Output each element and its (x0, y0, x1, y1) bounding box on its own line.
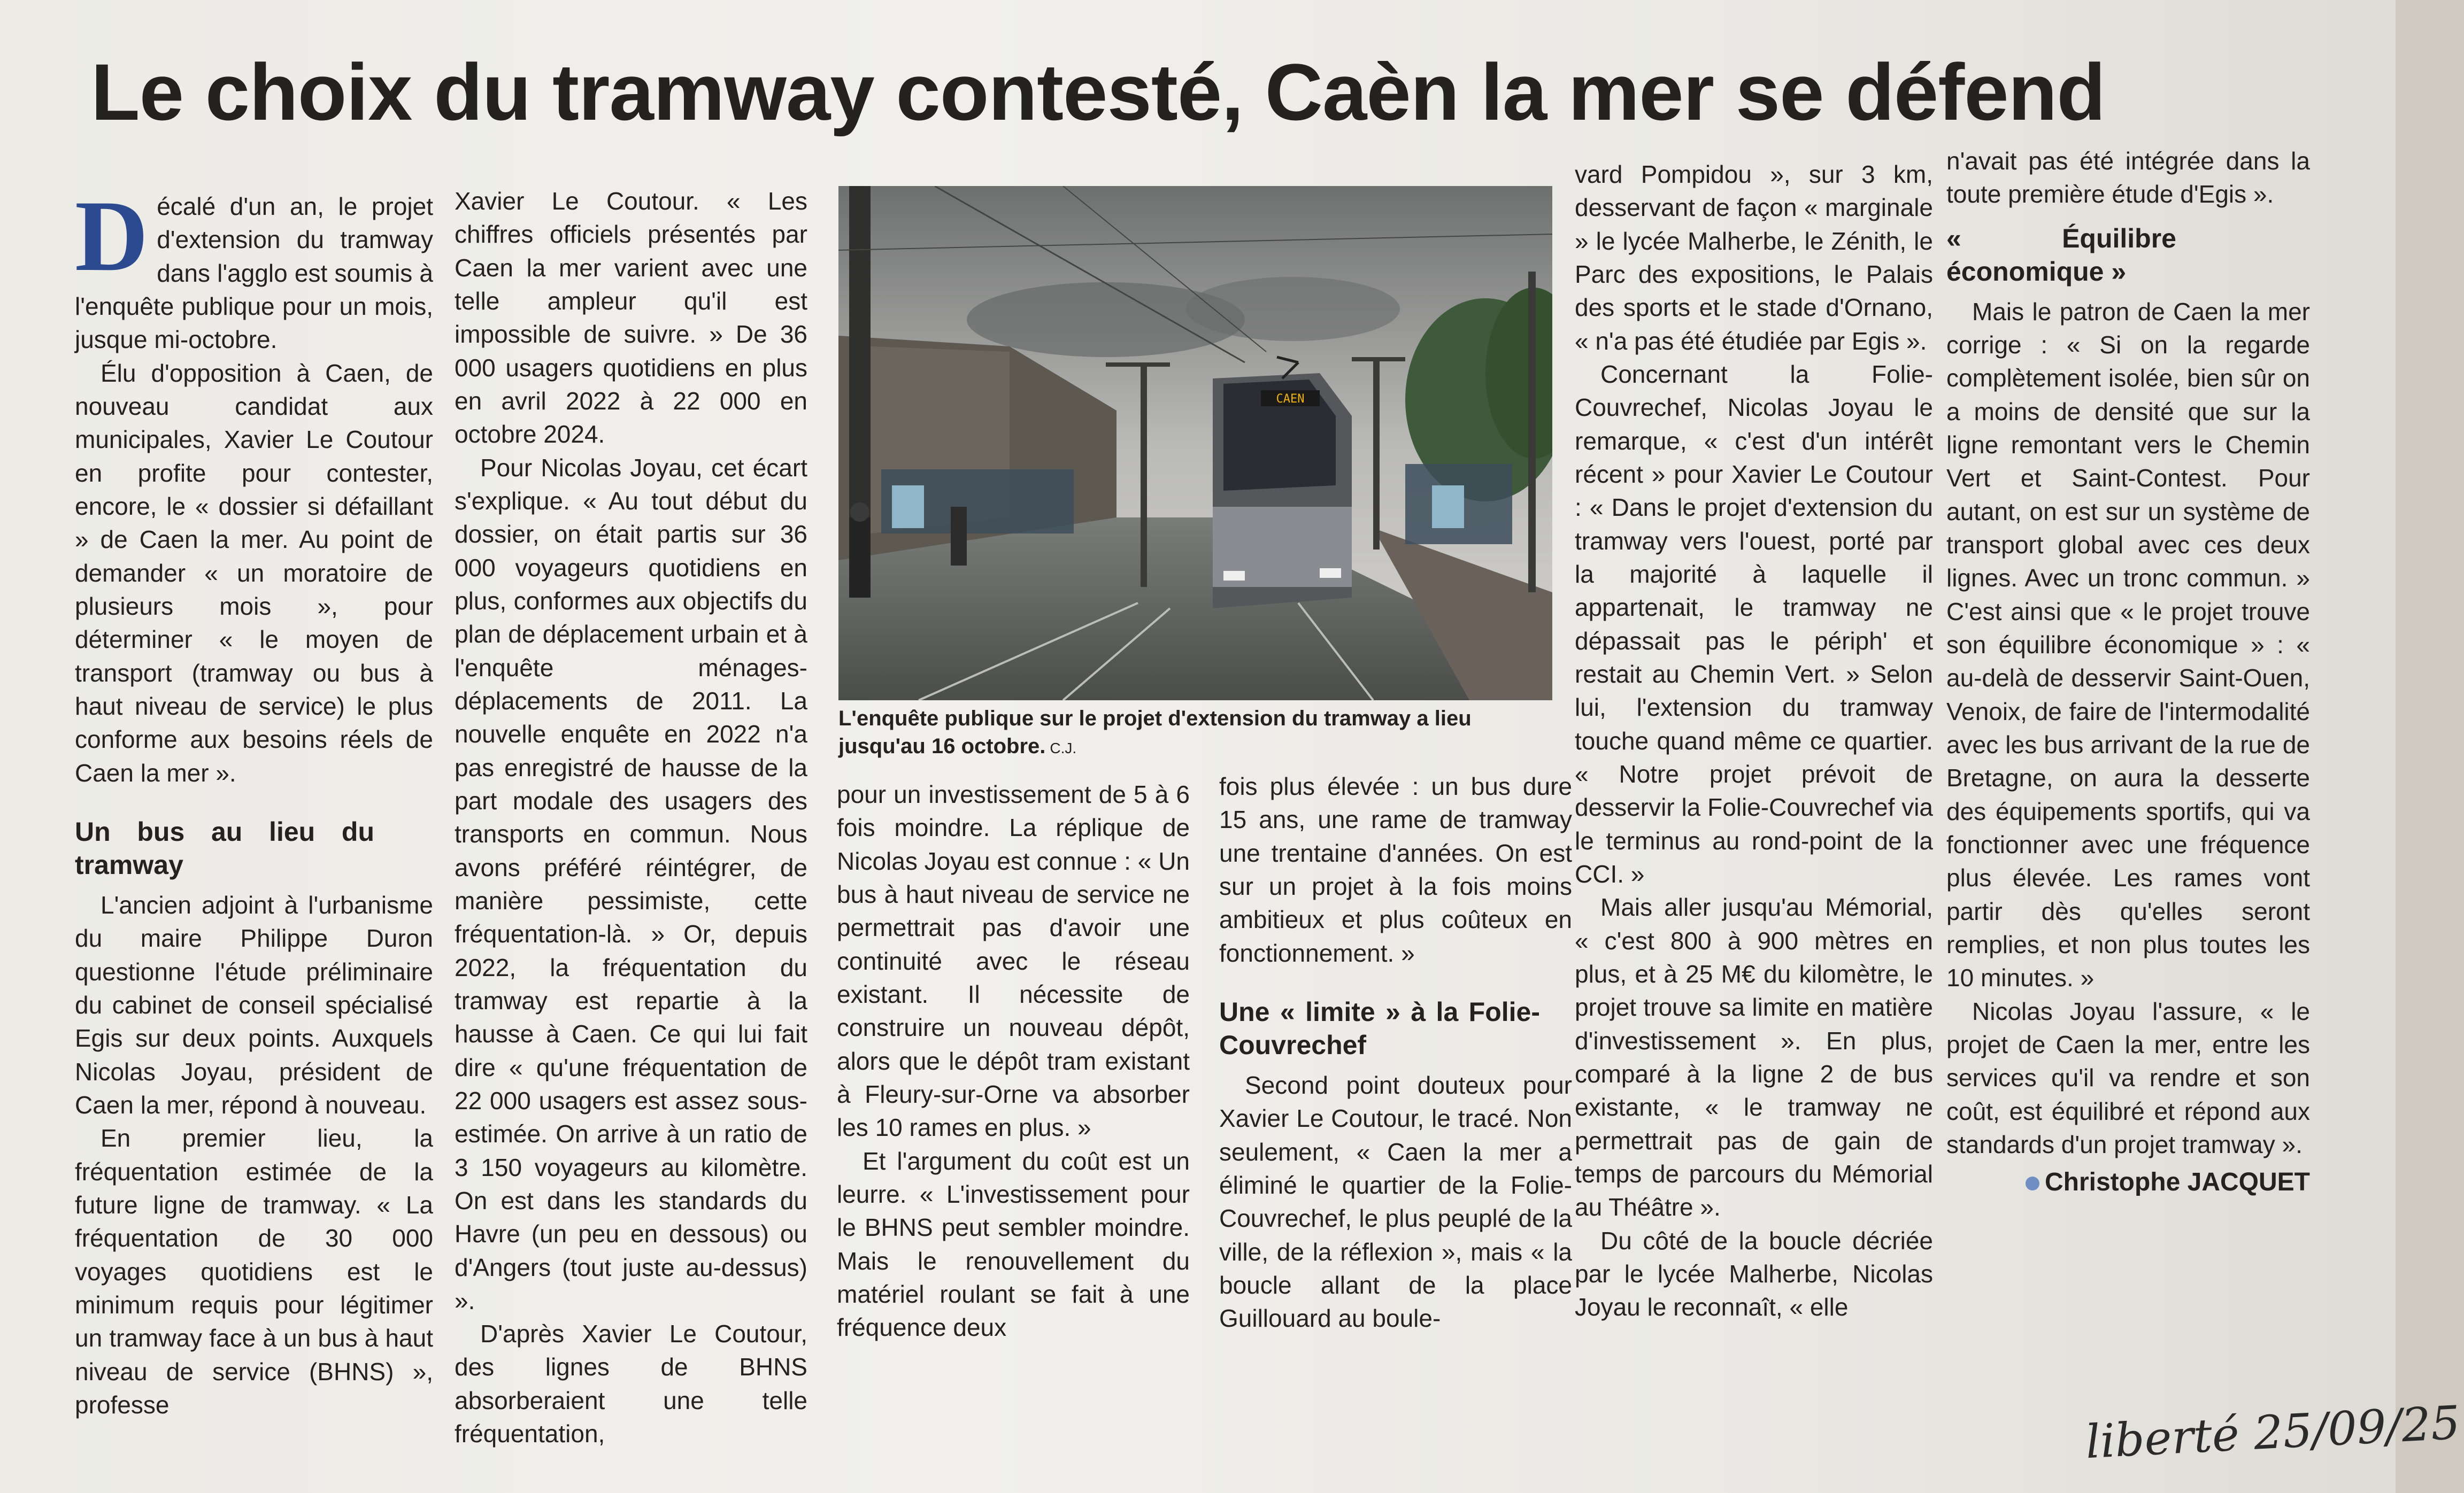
photo-caption (838, 705, 1552, 760)
paragraph: Second point douteux pour Xavier Le Coutour, le tracé. Non seulement, « Caen la mer a éliminé le quartier de la Folie-Couvrechef, le plus peuplé de la ville, de la réflexion », mais « la boucle allant de la place Guillouard au boule- (1219, 1071, 1572, 1333)
column-4 (1219, 770, 1572, 1335)
paragraph: Concernant la Folie-Couvrechef, Nicolas Joyau le remarque, « c'est d'un intérêt récent » pour Xavier Le Coutour : « Dans le projet d'extension du tramway vers l'ouest, porté par la majorité à laquelle il appartenait, le tramway ne dépassait pas le périph' et restait au Chemin Vert. » Selon lui, l'extension du tramway touche quand même ce quartier. « Notre projet prévoit de desservir la Folie-Couvrechef via le terminus au rond-point de la CCI. » (1575, 360, 1933, 888)
author-signature (2026, 1165, 2310, 1200)
tram-photo-image (838, 186, 1552, 700)
paragraph: Pour Nicolas Joyau, cet écart s'explique. « Au tout début du dossier, on était partis sur 36 000 voyageurs quotidiens en plus, conformes aux objectifs du plan de déplacement urbain et à l'enquête ménages-déplacements de 2011. La nouvelle enquête en 2022 n'a pas enregistré de hausse de la part modale des usagers des transports en commun. Nous avons préféré réintégrer, de manière pessimiste, cette fréquentation-là. » Or, depuis 2022, la fréquentation du tramway est repartie à la hausse à Caen. Ce qui lui fait dire « qu'une fréquentation de 22 000 usagers est assez sous-estimée. On arrive à un ratio de 3 150 voyageurs au kilomètre. On est dans les standards du Havre (un peu en dessous) ou d'Angers (tout juste au-dessus) ». (455, 453, 807, 1314)
author-signature-block (1946, 1161, 2310, 1198)
column-6 (1946, 144, 2310, 1198)
caption-text: L'enquête publique sur le projet d'extension du tramway a lieu jusqu'au 16 octobre. (838, 707, 1472, 758)
paragraph: L'ancien adjoint à l'urbanisme du maire Philippe Duron questionne l'étude préliminaire du cabinet de conseil spécialisé Egis sur deux points. Auxquels Nicolas Joyau, président de Caen la mer, répond à nouveau. (75, 891, 433, 1119)
subheading-limite: Une « limite » à la Folie-Couvrechef (1219, 996, 1540, 1061)
tram-destination-display: CAEN (1276, 392, 1305, 406)
paragraph: vard Pompidou », sur 3 km, desservant de façon « marginale » le lycée Malherbe, le Zénith, le Parc des expositions, le Palais des sports et le stade d'Ornano, « n'a pas été étudiée par Egis ». (1575, 160, 1933, 355)
paragraph: Nicolas Joyau l'assure, « le projet de Caen la mer, entre les services qu'il va rendre et son coût, est équilibré et répond aux standards d'un projet tramway ». (1946, 997, 2310, 1158)
paragraph: Mais aller jusqu'au Mémorial, « c'est 800 à 900 mètres en plus, et à 25 M€ du kilomètre, le projet trouve sa limite en matière d'investissement ». En plus, comparé à la ligne 2 de bus existante, « le tramway ne permettrait pas de gain de temps de parcours du Mémorial au Théâtre ». (1575, 893, 1933, 1221)
paragraph: Mais le patron de Caen la mer corrige : « Si on la regarde complètement isolée, bien sûr on a moins de densité que sur la ligne remontant vers le Chemin Vert et Saint-Contest. Pour autant, on est sur un système de transport global avec ces deux lignes. Avec un tronc commun. » C'est ainsi que « le projet trouve son équilibre économique » : « au-delà de desservir Saint-Ouen, Venoix, de faire de l'intermodalité avec les bus arrivant de la rue de Bretagne, on aura la desserte des équipements sportifs, qui va fonctionner avec une fréquence plus élevée. Les rames vont partir dès qu'elles seront remplies, et non plus toutes les 10 minutes. » (1946, 297, 2310, 992)
paragraph: n'avait pas été intégrée dans la toute première étude d'Egis ». (1946, 147, 2310, 208)
photo-credit: C.J. (1050, 740, 1077, 756)
article-headline: Le choix du tramway contesté, Caèn la mer se défend (91, 47, 2105, 137)
paragraph: pour un investissement de 5 à 6 fois moindre. La réplique de Nicolas Joyau est connue : « Un bus à haut niveau de service ne permettrait pas d'avoir une continuité avec le réseau existant. Il nécessite de construire un nouveau dépôt, alors que le dépôt tram existant à Fleury-sur-Orne va absorber les 10 rames en plus. » (837, 780, 1190, 1142)
paragraph: Xavier Le Coutour. « Les chiffres officiels présentés par Caen la mer varient avec une telle ampleur qu'il est impossible de suivre. » De 36 000 usagers quotidiens en plus en avril 2022 à 22 000 en octobre 2024. (455, 187, 807, 448)
lead-text: écalé d'un an, le projet d'extension du tramway dans l'agglo est soumis à l'enquête publique pour un mois, jusque mi-octobre. (75, 192, 433, 354)
paragraph: En premier lieu, la fréquentation estimée de la future ligne de tramway. « La fréquentation de 30 000 voyages quotidiens est le minimum requis pour légitimer un tramway face à un bus à haut niveau de service (BHNS) », professe (75, 1124, 433, 1419)
subheading-equilibre: « Équilibre économique » (1946, 223, 2176, 287)
column-1 (75, 180, 433, 1421)
column-3 (837, 778, 1190, 1344)
subheading-bus: Un bus au lieu du tramway (75, 816, 374, 880)
column-2 (455, 184, 807, 1450)
handwritten-annotation: liberté 25/09/25 (2084, 1396, 2462, 1469)
paragraph: D'après Xavier Le Coutour, des lignes de BHNS absorberaient une telle fréquentation, (455, 1320, 807, 1448)
column-5 (1575, 158, 1933, 1324)
drop-cap: D (75, 180, 149, 292)
paragraph: fois plus élevée : un bus dure 15 ans, une rame de tramway une trentaine d'années. On est sur un projet à la fois moins ambitieux et plus coûteux en fonctionnement. » (1219, 772, 1572, 967)
tram-photo (838, 186, 1552, 700)
paragraph: Et l'argument du coût est un leurre. « L'investissement pour le BHNS peut sembler moindre. Mais le renouvellement du matériel roulant se fait à une fréquence deux (837, 1147, 1190, 1342)
bullet-icon (2026, 1177, 2039, 1190)
paragraph: Du côté de la boucle décriée par le lycée Malherbe, Nicolas Joyau le reconnaît, « elle (1575, 1226, 1933, 1321)
lead-paragraph (75, 180, 433, 357)
author-name: Christophe JACQUET (2044, 1168, 2310, 1197)
paragraph: Élu d'opposition à Caen, de nouveau candidat aux municipales, Xavier Le Coutour en profite pour contester, encore, le « dossier si défaillant » de Caen la mer. Au point de demander « un moratoire de plusieurs mois », pour déterminer « le moyen de transport (tramway ou bus à haut niveau de service) le plus conforme aux besoins réels de Caen la mer ». (75, 359, 433, 787)
